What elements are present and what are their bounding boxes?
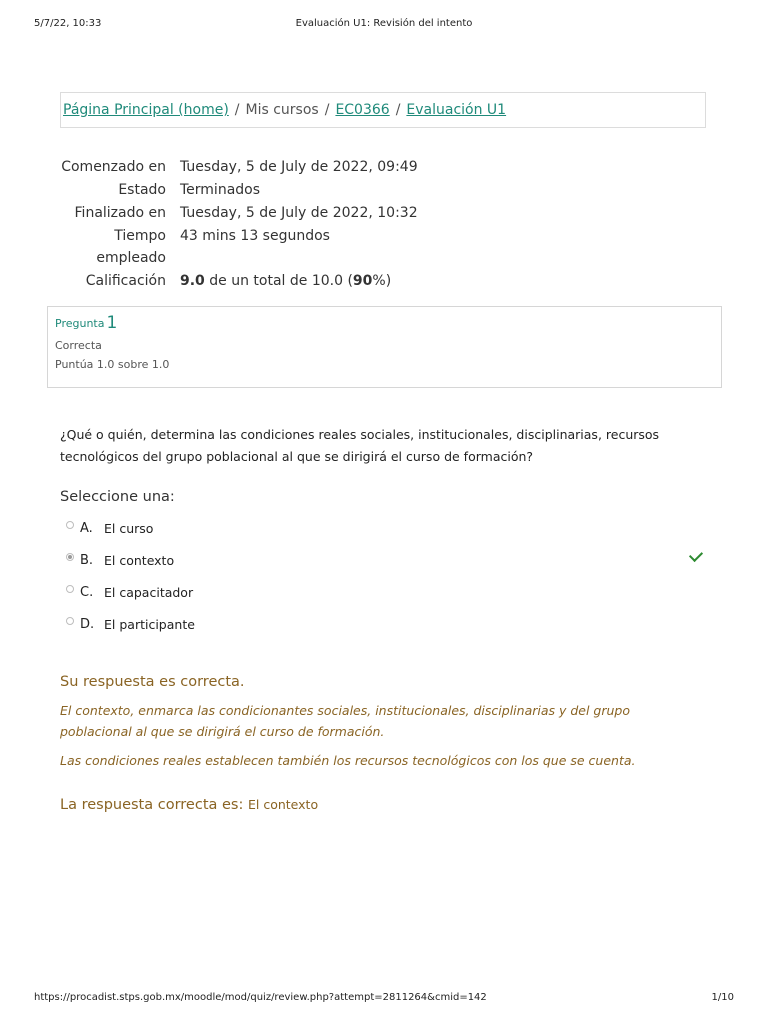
answer-letter: A.	[80, 520, 93, 536]
answer-list	[66, 512, 706, 640]
grade-label: Calificación	[85, 273, 166, 289]
summary-row-grade	[56, 270, 656, 292]
right-answer	[60, 797, 700, 813]
answer-option-b[interactable]	[66, 544, 706, 576]
grade-percent: 90	[352, 273, 373, 289]
summary-row-state	[56, 179, 656, 201]
answer-text: El curso	[104, 520, 154, 536]
time-label-line2: empleado	[96, 250, 166, 266]
answer-option-d[interactable]	[66, 608, 706, 640]
summary-row-finished	[56, 202, 656, 224]
page-url: https://procadist.stps.gob.mx/moodle/mod/quiz/review.php?attempt=2811264&cmid=142	[34, 992, 487, 1003]
finished-label: Finalizado en	[74, 205, 166, 221]
answer-letter: B.	[80, 552, 94, 568]
time-value: 43 mins 13 segundos	[180, 228, 330, 244]
breadcrumb	[60, 92, 706, 128]
radio-a[interactable]	[66, 521, 74, 529]
breadcrumb-separator: /	[395, 102, 401, 118]
radio-b-selected[interactable]	[66, 553, 74, 561]
attempt-summary-table	[56, 156, 656, 293]
question-text: ¿Qué o quién, determina las condiciones reales sociales, institucionales, disciplinarias, recursos tecnológicos del grupo poblacional al que se dirigirá el curso de formación?	[60, 427, 660, 464]
breadcrumb-courses: Mis cursos	[245, 102, 319, 118]
started-value: Tuesday, 5 de July de 2022, 09:49	[180, 159, 418, 175]
right-answer-value: El contexto	[247, 797, 319, 812]
summary-row-started	[56, 156, 656, 178]
grade-percent-suffix: %)	[372, 273, 392, 289]
answer-letter: D.	[80, 616, 95, 632]
question-number-value: 1	[106, 313, 118, 333]
breadcrumb-home-link[interactable]: Página Principal (home)	[63, 102, 229, 118]
specific-feedback-2: Las condiciones reales establecen también los recursos tecnológicos con los que se cuenta.	[60, 753, 636, 768]
state-label: Estado	[118, 182, 166, 198]
feedback-section	[60, 672, 700, 813]
summary-row-time	[56, 225, 656, 269]
state-value: Terminados	[180, 182, 261, 198]
started-label: Comenzado en	[61, 159, 166, 175]
answer-text: El participante	[104, 616, 195, 632]
radio-c[interactable]	[66, 585, 74, 593]
specific-feedback-1: El contexto, enmarca las condicionantes sociales, institucionales, disciplinarias y del grupo poblacional al que se dirigirá el curso de formación.	[60, 703, 631, 739]
breadcrumb-separator: /	[324, 102, 330, 118]
finished-value: Tuesday, 5 de July de 2022, 10:32	[180, 205, 418, 221]
grade-score: 9.0	[180, 273, 205, 289]
print-footer	[34, 992, 734, 1006]
correct-message: Su respuesta es correcta.	[60, 674, 245, 690]
page-number: 1/10	[711, 992, 734, 1003]
question-label: Pregunta	[55, 317, 105, 330]
grade-value	[180, 270, 656, 292]
answer-letter: C.	[80, 584, 94, 600]
grade-total-text: de un total de 10.0 (	[204, 273, 353, 289]
right-answer-label: La respuesta correcta es:	[60, 797, 248, 813]
question-number	[55, 313, 714, 333]
answer-option-a[interactable]	[66, 512, 706, 544]
question-info-box	[47, 306, 722, 388]
answer-text: El contexto	[104, 552, 175, 568]
check-icon	[689, 548, 703, 562]
answer-option-c[interactable]	[66, 576, 706, 608]
breadcrumb-separator: /	[234, 102, 240, 118]
time-label-line1: Tiempo	[114, 228, 166, 244]
print-date: 5/7/22, 10:33	[34, 18, 102, 29]
answer-text: El capacitador	[104, 584, 194, 600]
answer-prompt: Seleccione una:	[60, 489, 175, 505]
breadcrumb-course-link[interactable]: EC0366	[335, 102, 390, 118]
question-mark: Puntúa 1.0 sobre 1.0	[55, 358, 170, 371]
question-state: Correcta	[55, 339, 102, 352]
time-label	[56, 225, 180, 269]
print-header	[34, 18, 734, 32]
breadcrumb-quiz-link[interactable]: Evaluación U1	[406, 102, 507, 118]
radio-d[interactable]	[66, 617, 74, 625]
print-title: Evaluación U1: Revisión del intento	[295, 18, 473, 29]
